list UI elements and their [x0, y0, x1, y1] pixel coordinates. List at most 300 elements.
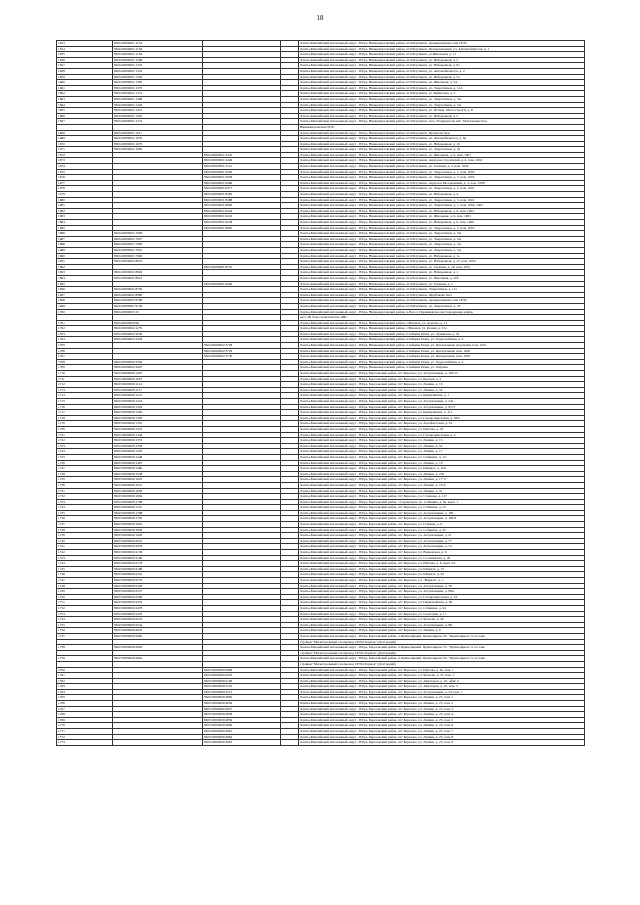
address: Ханты-Мансийский автономный округ - Югра, Березовский район, пгт Березово, ул. Аэрофлотская, д. 22 [299, 421, 585, 427]
row-number: 1654 [57, 46, 113, 52]
address: Ханты-Мансийский автономный округ - Югра, Нижневартовский район, пгт.Излучинск, ул. Энергетиков, д. 5А [299, 247, 585, 253]
address: Ханты-Мансийский автономный округ - Югра, Березовский район, пгт Березово, ул. Ленина, д. 25, пом. 2 [299, 701, 585, 707]
address: Ханты-Мансийский автономный округ - Югра, Нижневартовский район, пгт.Излучинск, ул. Набережная, д. 5а [299, 74, 585, 80]
address: Ханты-Мансийский автономный округ - Югра, Нижневартовский район, пгт.Излучинск, ул. Энергетиков, д. 5А [299, 236, 585, 242]
row-number: 1693 [57, 270, 113, 276]
row-number: 1692 [57, 264, 113, 270]
row-number: 1722 [57, 438, 113, 444]
row-number: 1752 [57, 605, 113, 611]
address: Ханты-Мансийский автономный округ - Югра, Нижневартовский район, п.Зайцева Речка, ул. Центральная, Дорожная, пом. 1001 [299, 343, 585, 349]
premises-cadastral-number: 86:04:0000001:3115 [203, 164, 281, 170]
address: Ханты-Мансийский автономный округ - Югра, Нижневартовский район, пгт.Излучинск, ул. Энергетиков, д. 1, пом. 1004, 1005 [299, 203, 585, 209]
cadastral-number: 86:04:0000001:8053 [113, 259, 203, 265]
address: Ханты-Мансийский автономный округ - Югра, Березовский район, пгт Березово, ул. Астраханцева, д. 98А [299, 589, 585, 595]
cadastral-number: 86:05:0000000:1792 [113, 516, 203, 522]
address: Ханты-Мансийский автономный округ - Югра, Нижневартовский район, пгт.Излучинск, промышленная зона ГРЭС [299, 41, 585, 47]
address: Ханты-Мансийский автономный округ - Югра, Нижневартовский район, пгт.Излучинск, ул. Энергетиков, д. 5А [299, 96, 585, 102]
address: Ханты-Мансийский автономный округ - Югра, Березовский район, пгт Березово, ул. Советская, д. 17 [299, 611, 585, 617]
address: Ханты-Мансийский автономный округ - Югра, Березовский район, пгт Березово, ул. Газопромысловая, д. 16 [299, 594, 585, 600]
address: Ханты-Мансийский автономный округ - Югра, Нижневартовский район, пгт.Излучинск, Щербакова база [299, 292, 585, 298]
address: Ханты-Мансийский автономный округ - Югра, Березовский район, пгт Березово, ул. Собянина, д. 23 [299, 505, 585, 511]
premises-cadastral-number: 86:05:0000000:3213 [203, 689, 281, 695]
cadastral-number: 86:04:0000002:3284 [113, 359, 203, 365]
premises-cadastral-number: 86:04:0000001:9204 [203, 208, 281, 214]
cadastral-number: 86:04:0000001:1365 [113, 80, 203, 86]
address: Ханты-Мансийский автономный округ - Югра, Нижневартовский район, пгт.Излучинск, ул. Энергетиков, д. 1, пом. 1002 [299, 169, 585, 175]
premises-cadastral-number: 86:05:0000000:3116 [203, 684, 281, 690]
cadastral-number: 86:04:0000001:8913 [113, 275, 203, 281]
row-number: 1755 [57, 622, 113, 628]
address: Ханты-Мансийский автономный округ - Югра, Березовский район, п.Приполярный, Приполярное УС "Приполярное" в составе [299, 656, 585, 662]
row-number: 1727 [57, 466, 113, 472]
address: Ханты-Мансийский автономный округ - Югра, Березовский район, пгт Березово, ул. "Наумов", д. 1 [299, 578, 585, 584]
cadastral-number: 86:04:0000001:1451 [113, 108, 203, 114]
row-number: 1688 [57, 242, 113, 248]
address: Ханты-Мансийский автономный округ - Югра, Березовский район, пгт Березово, ул. Шухова, д. 18 [299, 426, 585, 432]
row-number: 1737 [57, 522, 113, 528]
cadastral-number: 86:05:0000000:2136 [113, 550, 203, 556]
row-number: 1653 [57, 41, 113, 47]
premises-cadastral-number: 86:04:0000001:8895 [203, 225, 281, 231]
row-number: 1700 [57, 309, 113, 315]
row-number: 1735 [57, 510, 113, 516]
cadastral-number: 86:05:0000000:2191 [113, 572, 203, 578]
row-number: 1764 [57, 689, 113, 695]
row-number: 1655 [57, 52, 113, 58]
address: Ханты-Мансийский автономный округ - Югра, Нижневартовский район, п.Пасол, Пермяковское месторождение нефти, [299, 309, 585, 315]
cadastral-number: 86:05:0000000:1856 [113, 527, 203, 533]
address: Ханты-Мансийский автономный округ - Югра, Березовский район, пгт Березово, ул. Астраханцева, д. 182/15 [299, 371, 585, 377]
address: Ханты-Мансийский автономный округ - Югра, Березовский район, пгт Березово, ул. Ленина, д. 6 [299, 628, 585, 634]
address: Ханты-Мансийский автономный округ - Югра, Нижневартовский район, пгт.Излучинск, база "Разрядности нм", Монтажная база, [299, 119, 585, 125]
row-number: 1681 [57, 203, 113, 209]
row-number: 1717 [57, 410, 113, 416]
address: Ханты-Мансийский автономный округ - Югра, Березовский район, пгт Березово, ул. Шмидта, д. 20 [299, 572, 585, 578]
address: Ханты-Мансийский автономный округ - Югра, Березовский район, пгт Березово, ул. Ленина, д. 17 [299, 449, 585, 455]
address: Ханты-Мансийский автономный округ - Югра, Нижневартовский район, пгт.Излучинск, Энергетиков, д. 11а [299, 287, 585, 293]
cadastral-number: 86:05:0000000:1623 [113, 477, 203, 483]
row-number: 1656 [57, 57, 113, 63]
address: Ханты-Мансийский автономный округ - Югра, Нижневартовский район, пгт.Излучинск, ул. Набережная, д. 19 [299, 141, 585, 147]
cadastral-number: 86:05:0000000:1358 [113, 443, 203, 449]
cadastral-number: 86:04:0000001:1370 [113, 85, 203, 91]
cadastral-number: 86:05:0000000:1282 [113, 410, 203, 416]
row-number: 1702 [57, 326, 113, 332]
row-number: 1661 [57, 85, 113, 91]
premises-cadastral-number: 86:05:0000000:4860 [203, 723, 281, 729]
premises-cadastral-number: 86:05:0000000:2886 [203, 667, 281, 673]
row-number: 1706 [57, 348, 113, 354]
cadastral-number: 86:05:0000000:1631 [113, 482, 203, 488]
premises-cadastral-number: 86:05:0000000:2970 [203, 673, 281, 679]
row-number: 1746 [57, 572, 113, 578]
row-number: 1669 [57, 136, 113, 142]
row-number: 1763 [57, 684, 113, 690]
address: Ханты-Мансийский автономный округ - Югра, Березовский район, п.Приполярный, Приполярное УС "Приполярное" в составе [299, 645, 585, 651]
address: Ханты-Мансийский автономный округ - Югра, Нижневартовский район, пгт.Излучинск, ул. Энергетиков, д. 25 [299, 303, 585, 309]
address: Ханты-Мансийский автономный округ - Югра, Березовский район, пгт Березово, ул. Астраханцева, д. 77 [299, 538, 585, 544]
cadastral-number: 86:05:0000000:2663 [113, 656, 203, 662]
row-number: 1679 [57, 192, 113, 198]
row-number: 1691 [57, 259, 113, 265]
row-number: 1663 [57, 96, 113, 102]
row-number: 1760 [57, 667, 113, 673]
address: Ханты-Мансийский автономный округ - Югра, Нижневартовский район, пгт.Излучинск, ул. Таежная, д. 2 [299, 281, 585, 287]
premises-cadastral-number: 86:04:0000002:3728 [203, 343, 281, 349]
cadastral-number [113, 740, 203, 746]
row-number: 1741 [57, 544, 113, 550]
row-number: 1708 [57, 359, 113, 365]
address: Ханты-Мансийский автономный округ - Югра, Березовский район, пгт Березово, ул. Стоянова, д. 117 [299, 494, 585, 500]
address: Ханты-Мансийский автономный округ - Югра, Нижневартовский район, пгт.Излучинск, ул. Набережная, д. 5 [299, 57, 585, 63]
address: Ханты-Мансийский автономный округ - Югра, Березовский район, пгт Березово, ул. Шухова, д. 8а, пом. 1 [299, 667, 585, 673]
address: Ханты-Мансийский автономный округ - Югра, Нижневартовский район, п.Зайцева Речка, ул. Трудолюбивая, д. 9 [299, 359, 585, 365]
cadastral-number: 86:04:0000002:3436 [113, 337, 203, 343]
address: Ханты-Мансийский автономный округ - Югра, Березовский район, пгт Березово, ул. Астраханцева, д. 24а [299, 399, 585, 405]
address: Ханты-Мансийский автономный округ - Югра, Березовский район, пгт Березово, ул. Ленина, д. 25, пом. 6 [299, 723, 585, 729]
cadastral-number: 86:04:0000000:98 [113, 320, 203, 326]
cadastral-number: 86:04:0000003:15 [113, 309, 203, 315]
row-number: 1757 [57, 633, 113, 639]
address: Ханты-Мансийский автономный округ - Югра, Нижневартовский район, пгт.Излучинск, Промышленная, уч. Автомобилистов, д. 1 [299, 46, 585, 52]
address: Ханты-Мансийский автономный округ - Югра, Нижневартовский район, пгт.Излучинск, ул. Автомобилистов, д. 8а [299, 136, 585, 142]
address: Ханты-Мансийский автономный округ - Югра, Березовский район, пгт Березово, ул. Ленина, д. 25, пом. 5 [299, 717, 585, 723]
cadastral-number: 86:04:0000001:1154 [113, 41, 203, 47]
cadastral-number: 86:05:0000000:1263 [113, 404, 203, 410]
cadastral-number: 86:05:0000000:1117 [113, 387, 203, 393]
cadastral-number: 86:05:0000000:1920 [113, 533, 203, 539]
cadastral-number: 86:05:0000000:1353 [113, 438, 203, 444]
cadastral-number: 86:05:0000000:1221 [113, 393, 203, 399]
premises-cadastral-number: 86:04:0000001:8960 [203, 203, 281, 209]
address: Ханты-Мансийский автономный округ - Югра, Березовский район, пгт Березово, ул. Собянина, д. 44 [299, 605, 585, 611]
row-number: 1673 [57, 158, 113, 164]
address: Ханты-Мансийский автономный округ - Югра, Нижневартовский район, пгт.Излучинск, промышленная зона ГРЭС [299, 298, 585, 304]
address: Ханты-Мансийский автономный округ - Югра, Березовский район, пгт Березово, ул. Ленина, д. 25, пом. 3 [299, 706, 585, 712]
row-number: 1664 [57, 102, 113, 108]
row-number: 1671 [57, 147, 113, 153]
row-number: 1665 [57, 108, 113, 114]
row-number: 1678 [57, 186, 113, 192]
cadastral-number: 86:05:0000000:1114 [113, 382, 203, 388]
row-number: 1716 [57, 404, 113, 410]
row-number: 1698 [57, 298, 113, 304]
row-number: 1749 [57, 589, 113, 595]
address: Ханты-Мансийский автономный округ - Югра, Березовский район, пгт Березово, ул. Ленина, д. 34 [299, 387, 585, 393]
row-number: 1729 [57, 477, 113, 483]
row-number: 1734 [57, 505, 113, 511]
address: Ханты-Мансийский автономный округ - Югра, Березовский район, с.Саранпауль, ул. Собянина, д. 8а, корп. 1 [299, 499, 585, 505]
address: Ханты-Мансийский автономный округ - Югра, Березовский район, пгт Березово, ул. Астраханцева, д. 47 [299, 533, 585, 539]
row-number: 1710 [57, 371, 113, 377]
row-number: 1771 [57, 729, 113, 735]
cadastral-number: 86:05:0000000:2662 [113, 645, 203, 651]
cadastral-number: 86:05:0000000:1708 [113, 499, 203, 505]
premises-cadastral-number: 86:04:0000001:9216 [203, 214, 281, 220]
table-row [57, 740, 585, 746]
row-number: 1672 [57, 152, 113, 158]
address: Ханты-Мансийский автономный округ - Югра, Нижневартовский район, п.Зайцева Речка, ул. Озёрная [299, 365, 585, 371]
cadastral-number: 86:05:0000000:1761 [113, 505, 203, 511]
row-number: 1703 [57, 331, 113, 337]
address: Ханты-Мансийский автономный округ - Югра, Березовский район, пгт Березово, ул. Астраханцева, д. 74 [299, 544, 585, 550]
cadastral-number: 86:05:0000000:2016 [113, 538, 203, 544]
address: Ханты-Мансийский автономный округ - Югра, Нижневартовский район, пгт.Излучинск, Промзона база [299, 130, 585, 136]
cadastral-number: 86:05:0000000:2478 [113, 605, 203, 611]
cadastral-number: 86:04:0000001:1325 [113, 63, 203, 69]
address: Ханты-Мансийский автономный округ - Югра, Березовский район, пгт Березово, ул. Ленина, д. 25, пом. 4 [299, 712, 585, 718]
cadastral-number: 86:05:0000000:1490 [113, 466, 203, 472]
row-number: 1733 [57, 499, 113, 505]
cadastral-number: 86:05:0000000:1658 [113, 488, 203, 494]
cadastral-number: 86:04:0000001:1352 [113, 68, 203, 74]
row-number: 1745 [57, 566, 113, 572]
address: Ханты-Мансийский автономный округ - Югра, Березовский район, пгт Березово, ул. Астраханцева, д. 182/8 [299, 516, 585, 522]
address: Ханты-Мансийский автономный округ - Югра, Березовский район, пгт Березово, ул. Газопромысловая, д. 38А [299, 415, 585, 421]
row-number: 1743 [57, 555, 113, 561]
address: Ханты-Мансийский автономный округ - Югра, Березовский район, пгт Березово, ул. Шухова, д. 6, корп. 34 [299, 561, 585, 567]
row-number: 1753 [57, 611, 113, 617]
cadastral-number: 86:04:0000001:7907 [113, 236, 203, 242]
register-table [56, 40, 585, 746]
row-number: 1711 [57, 376, 113, 382]
row-number: 1747 [57, 578, 113, 584]
premises-cadastral-number: 86:04:0000001:2449 [203, 158, 281, 164]
cadastral-number: 86:05:0000000:1664 [113, 494, 203, 500]
address: Ханты-Мансийский автономный округ - Югра, Березовский район, пгт Березово, ул. Ленина, д. 25, пом. 7 [299, 729, 585, 735]
row-number: 1748 [57, 583, 113, 589]
cadastral-number: 86:05:0000000:2532 [113, 617, 203, 623]
address: Ханты-Мансийский автономный округ - Югра, Нижневартовский район, пгт.Излучинск, ул.Школьная, д. 11 [299, 52, 585, 58]
address: Ханты-Мансийский автономный округ - Югра, Нижневартовский район, пгт.Излучинск, ул. Набережная, д. 4 [299, 192, 585, 198]
address: Ханты-Мансийский автономный округ - Югра, Нижневартовский район, пгт.Излучинск, ул. Таежная, д. 18, пом. 1001 [299, 264, 585, 270]
row-number: 1714 [57, 393, 113, 399]
address: Ханты-Мансийский автономный округ - Югра, Березовский район, пгт Березово, ул. Астраханцева, д. 182 [299, 510, 585, 516]
row-number: 1725 [57, 454, 113, 460]
row-number: 1723 [57, 443, 113, 449]
row-number: 1744 [57, 561, 113, 567]
row-number: 1667 [57, 119, 113, 125]
cadastral-number: 86:05:0000000:1363 [113, 449, 203, 455]
cadastral-number: 86:04:0000001:1164 [113, 52, 203, 58]
row-number: 1712 [57, 382, 113, 388]
address: Ханты-Мансийский автономный округ - Югра, Березовский район, пгт Березово, ул. Астраханцева, д. 58 [299, 583, 585, 589]
address: Ханты-Мансийский автономный округ - Югра, Нижневартовский район, пгт.Излучинск, ул. Школьная, д. 6, пом. 1001 [299, 152, 585, 158]
address: Ханты-Мансийский автономный округ - Югра, Березовский район, пгт Березово, ул. Братьев, д. 5 [299, 376, 585, 382]
row-number: 1738 [57, 527, 113, 533]
premises-cadastral-number: 86:04:0000001:8761 [203, 264, 281, 270]
cadastral-number: 86:05:0000000:2479 [113, 611, 203, 617]
address: Ханты-Мансийский автономный округ - Югра, Нижневартовский район, пгт.Излучинск, ул. Автомобилистов, д. 2 [299, 68, 585, 74]
cadastral-number: 86:05:0000000:1346 [113, 432, 203, 438]
address: Ханты-Мансийский автономный округ - Югра, Березовский район, пгт Березово, ул. Астраханцева, д. 95"а" [299, 404, 585, 410]
cadastral-number: 86:05:0000000:1067 [113, 376, 203, 382]
cadastral-number: 86:04:0000001:7960 [113, 253, 203, 259]
premises-cadastral-number: 86:04:0000001:8488 [203, 197, 281, 203]
row-number: 1773 [57, 740, 113, 746]
cadastral-number: 86:04:0000001:1374 [113, 91, 203, 97]
address: Ханты-Мансийский автономный округ - Югра, Березовский район, пгт Березово, ул. Ленина, д. 17"а" [299, 477, 585, 483]
premises-cadastral-number: 86:05:0000000:4856 [203, 701, 281, 707]
row-number: 1662 [57, 91, 113, 97]
address: Ханты-Мансийский автономный округ - Югра, Нижневартовский район, пгт.Излучинск, ул. Школьная, д. 6, пом. 1001 [299, 214, 585, 220]
row-number: 1756 [57, 628, 113, 634]
cadastral-number: 86:04:0000001:1388 [113, 96, 203, 102]
premises-cadastral-number: 86:04:0000002:3730 [203, 354, 281, 360]
address: куст 48, база строительства ДНС [299, 315, 585, 321]
row-number: 1676 [57, 175, 113, 181]
row-number: 1728 [57, 471, 113, 477]
address: Ханты-Мансийский автономный округ - Югра, Нижневартовский район, пгт.Излучинск, переулок Строителей, д. 2, пом. 1002 [299, 158, 585, 164]
address: Ханты-Мансийский автономный округ - Югра, Березовский район, пгт Березово, ул. Чкалова, д. 39 [299, 617, 585, 623]
row-number: 1677 [57, 180, 113, 186]
address: Ханты-Мансийский автономный округ - Югра, Березовский район, пгт Березово, ул. Авиаторов, д. 10, офис 2 [299, 678, 585, 684]
address: Ханты-Мансийский автономный округ - Югра, Нижневартовский район, пгт.Излучинск, ул. Набережная, д. 6, пом. 1004 [299, 208, 585, 214]
cadastral-number: 86:05:0000000:2188 [113, 566, 203, 572]
cadastral-number: 86:04:0000002:1279 [113, 326, 203, 332]
address: Ханты-Мансийский автономный округ - Югра, Березовский район, пгт Березово, ул. Астраханцева, д. 9Б [299, 622, 585, 628]
row-number: 1668 [57, 130, 113, 136]
address: Ханты-Мансийский автономный округ - Югра, Березовский район, пгт Березово, ул. Ленина, д. 25, пом. 8 [299, 734, 585, 740]
address: Ханты-Мансийский автономный округ - Югра, Березовский район, пгт Березово, ул. Кривуляпина, д. 1 [299, 393, 585, 399]
cadastral-number: 86:04:0000001:1633 [113, 136, 203, 142]
address: Ханты-Мансийский автономный округ - Югра, Березовский район, пгт Березово, ул. Астраханцева, д. 54, пом. 1 [299, 689, 585, 695]
row-number: 1699 [57, 303, 113, 309]
cadastral-number: 86:04:0000001:8902 [113, 270, 203, 276]
premises-cadastral-number: 86:04:0000001:3058 [203, 175, 281, 181]
address: Ханты-Мансийский автономный округ - Югра, Березовский район, пгт Березово, ул. Ленина, д. 25, пом. 9 [299, 740, 585, 746]
address: Ханты-Мансийский автономный округ - Югра, Березовский район, пгт Березово, ул. Шмидта, д. 10А [299, 466, 585, 472]
cadastral-number: 86:04:0000001:1685 [113, 147, 203, 153]
cadastral-number: 86:04:0000001:1611 [113, 130, 203, 136]
cadastral-number: 86:05:0000000:1323 [113, 426, 203, 432]
address: Ханты-Мансийский автономный округ - Югра, Нижневартовский район, пгт.Излучинск, ул. Истина, Мостостроя 6, д. 8 [299, 108, 585, 114]
row-number: 1709 [57, 365, 113, 371]
cadastral-number: 86:05:0000000:1407 [113, 371, 203, 377]
address: Ханты-Мансийский автономный округ - Югра, Нижневартовский район, пгт.Излучинск, ул. Энергетиков, д. 5А [299, 102, 585, 108]
premises-cadastral-number: 86:05:0000000:4865 [203, 695, 281, 701]
row-number: 1659 [57, 74, 113, 80]
address: Ханты-Мансийский автономный округ - Югра, Березовский район, пгт Березово, ул. Собянина, д. 12 [299, 454, 585, 460]
address: Ханты-Мансийский автономный округ - Югра, Березовский район, пгт Березово, ул. Кривуляпина, д. 31а [299, 410, 585, 416]
cadastral-number: 86:05:0000000:2178 [113, 561, 203, 567]
address: Ханты-Мансийский автономный округ - Югра, Березовский район, пгт Березово, ул. Варварская, д. 6 [299, 550, 585, 556]
row-number: 1762 [57, 678, 113, 684]
address: Ханты-Мансийский автономный округ - Югра, Березовский район, пгт Березово, ул. Ленина, д. 19 [299, 460, 585, 466]
cadastral-number: 86:04:0000001:1159 [113, 46, 203, 52]
row-number: 1683 [57, 214, 113, 220]
row-number: 1670 [57, 141, 113, 147]
address: Ханты-Мансийский автономный округ - Югра, Нижневартовский район, пгт.Излучинск, ул. Энергетиков, д. 5А [299, 242, 585, 248]
row-number: 1742 [57, 550, 113, 556]
row-number: 1701 [57, 320, 113, 326]
address: Ханты-Мансийский автономный округ - Югра, Нижневартовский район, пгт.Излучинск, ул. Набережная, д. 2 [299, 113, 585, 119]
row-number: 1719 [57, 421, 113, 427]
premises-cadastral-number: 86:04:0000001:9464 [203, 281, 281, 287]
cadastral-number: 86:04:0000002:3036 [113, 331, 203, 337]
cadastral-number: 86:05:0000000:1768 [113, 510, 203, 516]
row-number: 1690 [57, 253, 113, 259]
address: Нижневартовская ГРЭС [299, 124, 585, 130]
row-number: 1704 [57, 337, 113, 343]
premises-cadastral-number: 86:05:0000000:4859 [203, 717, 281, 723]
address: Ханты-Мансийский автономный округ - Югра, Березовский район, пгт Березово, ул. Ленина, д. 19 А [299, 482, 585, 488]
row-number: 1761 [57, 673, 113, 679]
cadastral-number: 86:04:0000001:1296 [113, 57, 203, 63]
cadastral-number: 86:05:0000000:2542 [113, 622, 203, 628]
address: Ханты-Мансийский автономный округ - Югра, Березовский район, пгт Березово, ул. Чкалова, д. 37, пом. 1 [299, 673, 585, 679]
row-number: 1715 [57, 399, 113, 405]
premises-cadastral-number: 86:05:0000000:4857 [203, 706, 281, 712]
premises-cadastral-number: 86:04:0000001:2583 [203, 169, 281, 175]
row-number: 1684 [57, 220, 113, 226]
row-number: 1730 [57, 482, 113, 488]
cadastral-number: 86:04:0000001:1465 [113, 113, 203, 119]
row-number: 1658 [57, 68, 113, 74]
cadastral-number: 86:05:0000000:2366 [113, 594, 203, 600]
premises-cadastral-number: 86:04:0000001:6466 [203, 180, 281, 186]
cadastral-number: 86:04:0000001:7910 [113, 247, 203, 253]
address: Ханты-Мансийский автономный округ - Югра, Нижневартовский район, пгт.Излучинск, ул. Набережная, д. 1 [299, 270, 585, 276]
page-number: 18 [316, 14, 324, 22]
address: Ханты-Мансийский автономный округ - Югра, Нижневартовский район, пгт.Излучинск, ул. Набережная, д. 8а [299, 63, 585, 69]
address: Ханты-Мансийский автономный округ - Югра, Нижневартовский район, п.Зайцева Речка, ул. Лунёвская, д. 19 [299, 331, 585, 337]
row-number: 1721 [57, 432, 113, 438]
row-number: 1765 [57, 695, 113, 701]
address: Ханты-Мансийский автономный округ - Югра, Березовский район, пгт Березово, ул. Ленина, д. 52 [299, 443, 585, 449]
row-number: 1696 [57, 287, 113, 293]
cadastral-number: 86:05:0000000:1254 [113, 399, 203, 405]
row-number: 1695 [57, 281, 113, 287]
cadastral-number: 86:05:0000000:2660 [113, 633, 203, 639]
row-number: 1689 [57, 247, 113, 253]
premises-cadastral-number: 86:04:0000001:2323 [203, 152, 281, 158]
address: Ханты-Мансийский автономный округ - Югра, Березовский район, пгт Березово, ул. Шмидта, д. 15 [299, 566, 585, 572]
cadastral-number: 86:05:0000000:2328 [113, 583, 203, 589]
row-number: 1768 [57, 712, 113, 718]
row-number: 1754 [57, 617, 113, 623]
address: Ханты-Мансийский автономный округ - Югра, Нижневартовский район, пгт.Излучинск, ул. Школьная, д. 5А [299, 80, 585, 86]
row-number: 1705 [57, 343, 113, 349]
address: Ханты-Мансийский автономный округ - Югра, Нижневартовский район, пгт.Излучинск, ул. Энергетиков, д. 3, пом. 1001 [299, 197, 585, 203]
cadastral-number: 86:05:0000000:1538 [113, 471, 203, 477]
address: стройки "Магистральный газопровод СРТО-Торжок" (Доттрорий) [299, 650, 585, 656]
address: Ханты-Мансийский автономный округ - Югра, Нижневартовский район, с.Ваховск, ул. Речная, д. 15а [299, 326, 585, 332]
row-number: 1772 [57, 734, 113, 740]
row-number: 1707 [57, 354, 113, 360]
address: Ханты-Мансийский автономный округ - Югра, Березовский район, пгт Березово, ул. Ленина, д. 16 [299, 382, 585, 388]
cadastral-number: 86:04:0000001:1426 [113, 102, 203, 108]
row-number: 1731 [57, 488, 113, 494]
row-number: 1660 [57, 80, 113, 86]
address: Ханты-Мансийский автономный округ - Югра, Березовский район, пгт Березово, ул. Первомайская, д. 96 [299, 600, 585, 606]
address: стройки "Магистральный газопровод СРТО-Торжок" (Доттрорий) [299, 639, 585, 645]
premises-cadastral-number: 86:04:0000002:3729 [203, 348, 281, 354]
row-number: 1694 [57, 275, 113, 281]
address: Ханты-Мансийский автономный округ - Югра, Березовский район, пгт Березово, ул. Ленина, д. 25б [299, 471, 585, 477]
row-number: 1769 [57, 717, 113, 723]
address: Ханты-Мансийский автономный округ - Югра, Нижневартовский район, пгт.Излучинск, ул. Набережная, д. 27, пом. 1002 [299, 259, 585, 265]
cadastral-number: 86:04:0000001:8980 [113, 292, 203, 298]
address: Ханты-Мансийский автономный округ - Югра, Нижневартовский район, пгт.Излучинск, ул. Энергетиков, д. 5, пом. 1003 [299, 175, 585, 181]
cadastral-number: 86:04:0000001:1676 [113, 141, 203, 147]
address: Ханты-Мансийский автономный округ - Югра, Березовский район, пгт Березово, ул. Авиаторов, д. 10, пом. 5 [299, 684, 585, 690]
row-number: 1767 [57, 706, 113, 712]
address: Ханты-Мансийский автономный округ - Югра, Березовский район, пгт Березово, ул. Ленина, д. 25, пом. 1 [299, 695, 585, 701]
cadastral-number: 86:04:0000001:7909 [113, 242, 203, 248]
row-number: 1750 [57, 594, 113, 600]
address: Ханты-Мансийский автономный округ - Югра, Нижневартовский район, с.Ваховск, ул. Агапова, д. 11 [299, 320, 585, 326]
